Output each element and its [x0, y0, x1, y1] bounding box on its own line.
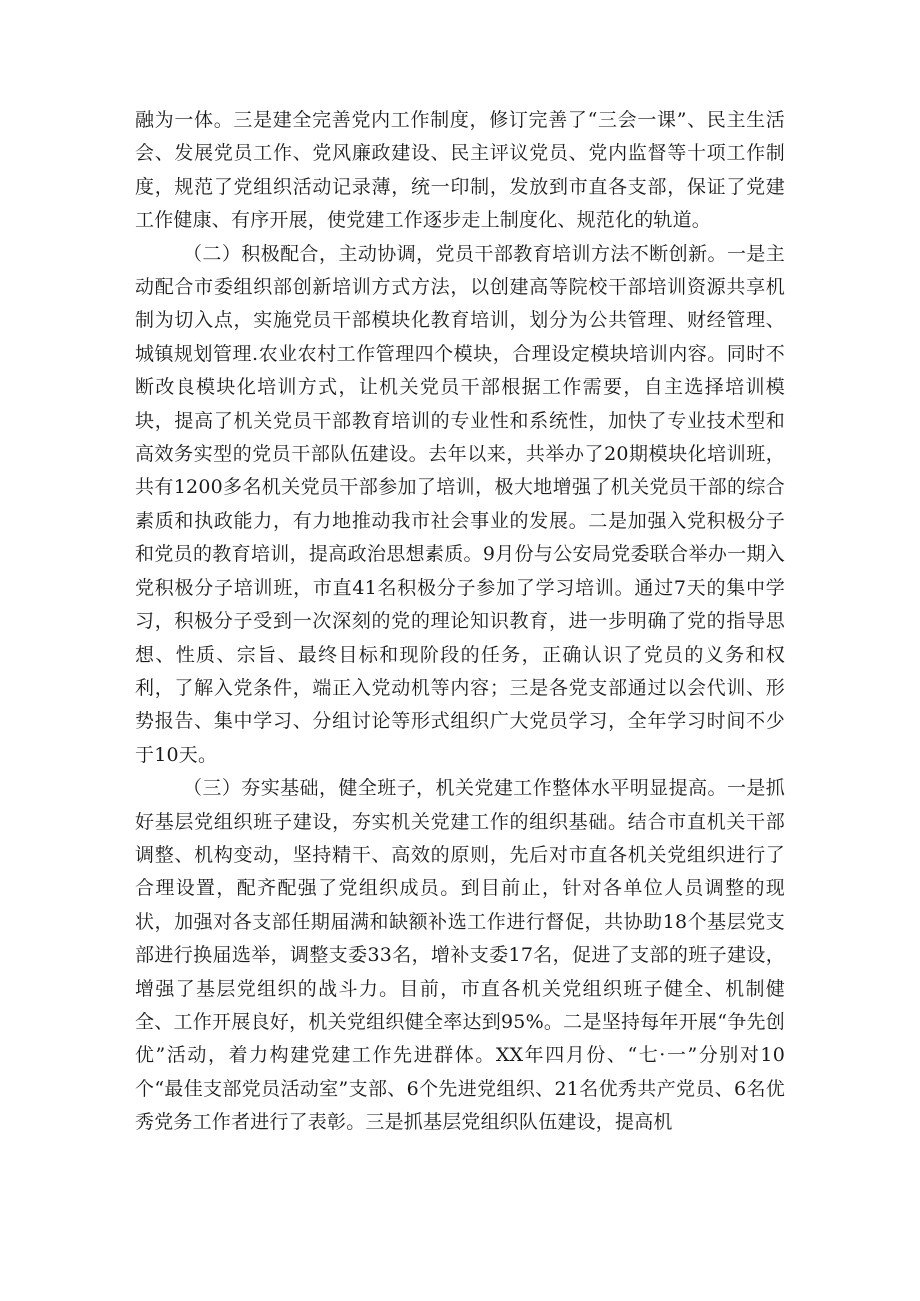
document-body — [135, 104, 785, 1140]
paragraph-1: 融为一体。三是建全完善党内工作制度，修订完善了“三会一课”、民主生活会、发展党员工作、党风廉政建设、民主评议党员、党内监督等十项工作制度，规范了党组织活动记录薄，统一印制，发放到市直各支部，保证了党建工作健康、有序开展，使党建工作逐步走上制度化、规范化的轨道。 — [135, 109, 785, 232]
paragraph-3: （三）夯实基础，健全班子，机关党建工作整体水平明显提高。一是抓好基层党组织班子建设，夯实机关党建工作的组织基础。结合市直机关干部调整、机构变动，坚持精干、高效的原则，先后对市直各机关党组织进行了合理设置，配齐配强了党组织成员。到目前止，针对各单位人员调整的现状，加强对各支部任期届满和缺额补选工作进行督促，共协助18个基层党支部进行换届选举，调整支委33名，增补支委17名，促进了支部的班子建设，增强了基层党组织的战斗力。目前，市直各机关党组织班子健全、机制健全、工作开展良好，机关党组织健全率达到95%。二是坚持每年开展“争先创优”活动，着力构建党建工作先进群体。XX年四月份、“七·一”分别对10个“最佳支部党员活动室”支部、6个先进党组织、21名优秀共产党员、6名优秀党务工作者进行了表彰。三是抓基层党组织队伍建设，提高机 — [135, 777, 785, 1134]
paragraph-2: （二）积极配合，主动协调，党员干部教育培训方法不断创新。一是主动配合市委组织部创新培训方式方法，以创建高等院校干部培训资源共享机制为切入点，实施党员干部模块化教育培训，划分为公共管理、财经管理、城镇规划管理.农业农村工作管理四个模块，合理设定模块培训内容。同时不断改良模块化培训方式，让机关党员干部根据工作需要，自主选择培训模块，提高了机关党员干部教育培训的专业性和系统性，加快了专业技术型和高效务实型的党员干部队伍建设。去年以来，共举办了20期模块化培训班，共有1200多名机关党员干部参加了培训，极大地增强了机关党员干部的综合素质和执政能力，有力地推动我市社会事业的发展。二是加强入党积极分子和党员的教育培训，提高政治思想素质。9月份与公安局党委联合举办一期入党积极分子培训班，市直41名积极分子参加了学习培训。通过7天的集中学习，积极分子受到一次深刻的党的理论知识教育，进一步明确了党的指导思想、性质、宗旨、最终目标和现阶段的任务，正确认识了党员的义务和权利，了解入党条件，端正入党动机等内容；三是各党支部通过以会代训、形势报告、集中学习、分组讨论等形式组织广大党员学习，全年学习时间不少于10天。 — [135, 242, 785, 766]
